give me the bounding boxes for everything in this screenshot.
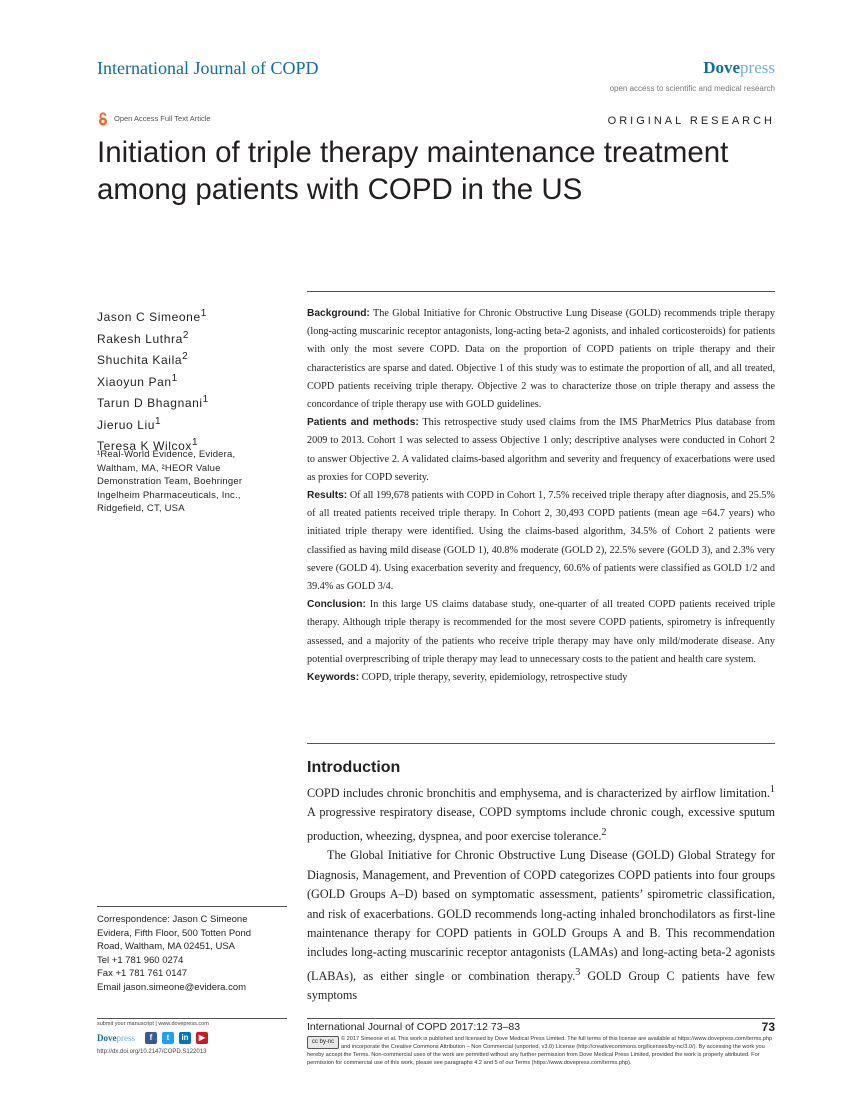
author-list [97,305,297,456]
author: Teresa K Wilcox$^1$ [97,437,199,453]
author: Shuchita Kaila$^2$ [97,351,189,367]
open-access-lock-icon [98,112,108,126]
correspondence-line: Road, Waltham, MA 02451, USA [97,941,235,953]
reference-link[interactable]: 1 [769,784,775,795]
publisher-logo[interactable] [703,58,775,78]
article-type: ORIGINAL RESEARCH [607,115,775,127]
page-number: 73 [761,1020,775,1034]
correspondence-line: Tel +1 781 960 0274 [97,954,184,966]
reference-link[interactable]: 3 [575,966,581,978]
license-text: hereby accept the Terms. Non-commercial uses of the work are permitted without any further permission from Dove Medical Press Limited, provided the work is properly attributed. For permission for commercial use of this work, please see paragraphs 4.2 and 5 of our Terms (https://www.dovepress.com/terms.php). [307,1052,760,1067]
abstract-methods: Patients and methods: This retrospective study used claims from the IMS PharMetrics Plus database from 2009 to 2013. Cohort 1 was selected to assess Objective 1 only; descriptive analyses were conducted in Cohort 2 to answer Objective 2. A validated claims-based algorithm and severity and frequency of exacerbations were used as proxies for COPD severity. [307,417,775,483]
brand-light: press [740,58,775,77]
citation: International Journal of COPD 2017:12 73–83 [307,1021,521,1033]
author: Jason C Simeone$^1$ [97,308,207,324]
journal-name: International Journal of COPD [97,58,319,78]
author: Jieruo Liu$^1$ [97,415,162,432]
creative-commons-icon[interactable]: cc by-nc [307,1036,339,1049]
section-heading: Introduction [307,759,401,776]
author: Rakesh Luthra$^2$ [97,329,190,346]
title-line-1: Initiation of triple therapy maintenance treatment [97,136,729,169]
linkedin-icon[interactable]: in [179,1032,191,1044]
divider [307,1018,775,1019]
author: Tarun D Bhagnani$^1$ [97,394,209,410]
paragraph: COPD includes chronic bronchitis and emphysema, and is characterized by airflow limitation.$^1$ A progressive respiratory disease, COPD symptoms include chronic cough, excessive sputum production, wheezing, dyspnea, and poor exercise tolerance.$^2$ [307,784,775,843]
paragraph: The Global Initiative for Chronic Obstructive Lung Disease (GOLD) Global Strategy for Diagnosis, Management, and Prevention of COPD categorizes COPD patients into four groups (GOLD Groups A–D) based on symptomatic assessment, patients’ spirometric classification, and risk of exacerbations. GOLD recommends long-acting inhaled bronchodilators as first-line maintenance therapy for COPD patients in GOLD Groups A and B. This recommendation includes long-acting muscarinic receptor antagonists (LAMAs) and long-acting beta-2 agonists (LABAs), as either single or combination therapy.$^3$ GOLD Group C patients have few symptoms [307,848,775,1003]
facebook-icon[interactable]: f [145,1032,157,1044]
author: Xiaoyun Pan$^1$ [97,372,178,389]
article-title [97,134,797,208]
doi-link[interactable]: http://dx.doi.org/10.2147/COPD.S122013 [97,1049,207,1055]
affiliations: ¹Real-World Evidence, Evidera, Waltham, MA, ²HEOR Value Demonstration Team, Boehringer Ingelheim Pharmaceuticals, Inc., Ridgefield, CT, USA [97,449,243,514]
correspondence-line: Correspondence: Jason C Simeone [97,914,248,925]
social-links [145,1032,208,1044]
correspondence-email[interactable]: Email jason.simeone@evidera.com [97,981,247,993]
twitter-icon[interactable]: t [162,1032,174,1044]
introduction-body [307,780,775,1006]
publisher-tagline: open access to scientific and medical research [609,84,775,93]
title-line-2: among patients with COPD in the US [97,173,583,206]
youtube-icon[interactable]: ▶ [196,1032,208,1044]
abstract-results: Results: Of all 199,678 patients with COPD in Cohort 1, 7.5% received triple therapy after diagnosis, and 25.5% of all treated patients received triple therapy. In Cohort 2, 30,493 COPD patients (mean age =64.7 years) who initiated triple therapy were identified. Using the claims-based algorithm, 34.5% of Cohort 2 patients were classified as having mild disease (GOLD 1), 40.8% moderate (GOLD 2), 22.5% severe (GOLD 3), and 2.3% very severe (GOLD 4). Using exacerbation severity and frequency, 60.6% of patients were classified as GOLD 1/2 and 39.4% as GOLD 3/4. [307,490,775,593]
reference-link[interactable]: 2 [601,826,607,838]
correspondence-line: Fax +1 781 761 0147 [97,968,188,980]
submit-manuscript-link[interactable]: submit your manuscript | www.dovepress.com [97,1021,209,1027]
abstract [307,305,775,687]
divider [307,291,775,292]
footer-publisher-logo[interactable]: Dovepress [97,1033,135,1043]
divider [307,743,775,744]
open-access-label: Open Access Full Text Article [114,114,211,123]
abstract-keywords: Keywords: COPD, triple therapy, severity, epidemiology, retrospective study [307,672,628,684]
brand-dark: Dove [703,58,741,77]
divider [97,906,287,907]
abstract-conclusion: Conclusion: In this large US claims database study, one-quarter of all treated COPD patients received triple therapy. Although triple therapy is recommended for the most severe COPD patients, spirometry is infrequently assessed, and a majority of the patients who receive triple therapy may have only mild/moderate disease. Any potential overprescribing of triple therapy may lead to unnecessary costs to the patient and health care system. [307,599,776,665]
license-text: © 2017 Simeone et al. This work is published and licensed by Dove Medical Press Limited. The full terms of this license are available at https://www.dovepress.com/terms.php and incorporate the Creative Commons Attribution – Non Commercial (unported, v3.0) License (http://creativecommons.org/licenses/by-nc/3.0/). By accessing the work you [341,1036,773,1051]
abstract-background: Background: The Global Initiative for Chronic Obstructive Lung Disease (GOLD) recommends triple therapy (long-acting muscarinic receptor antagonists, long-acting beta-2 agonists, and inhaled corticosteroids) for patients with only the most severe COPD. Data on the proportion of COPD patients on triple therapy and their characteristics are sparse and dated. Objective 1 of this study was to estimate the proportion of all, and all treated, COPD patients receiving triple therapy. Objective 2 was to characterize those on triple therapy and assess the concordance of triple therapy use with GOLD guidelines. [307,308,775,411]
correspondence-line: Evidera, Fifth Floor, 500 Totten Pond [97,927,252,939]
divider [97,1018,287,1019]
correspondence [97,913,297,995]
